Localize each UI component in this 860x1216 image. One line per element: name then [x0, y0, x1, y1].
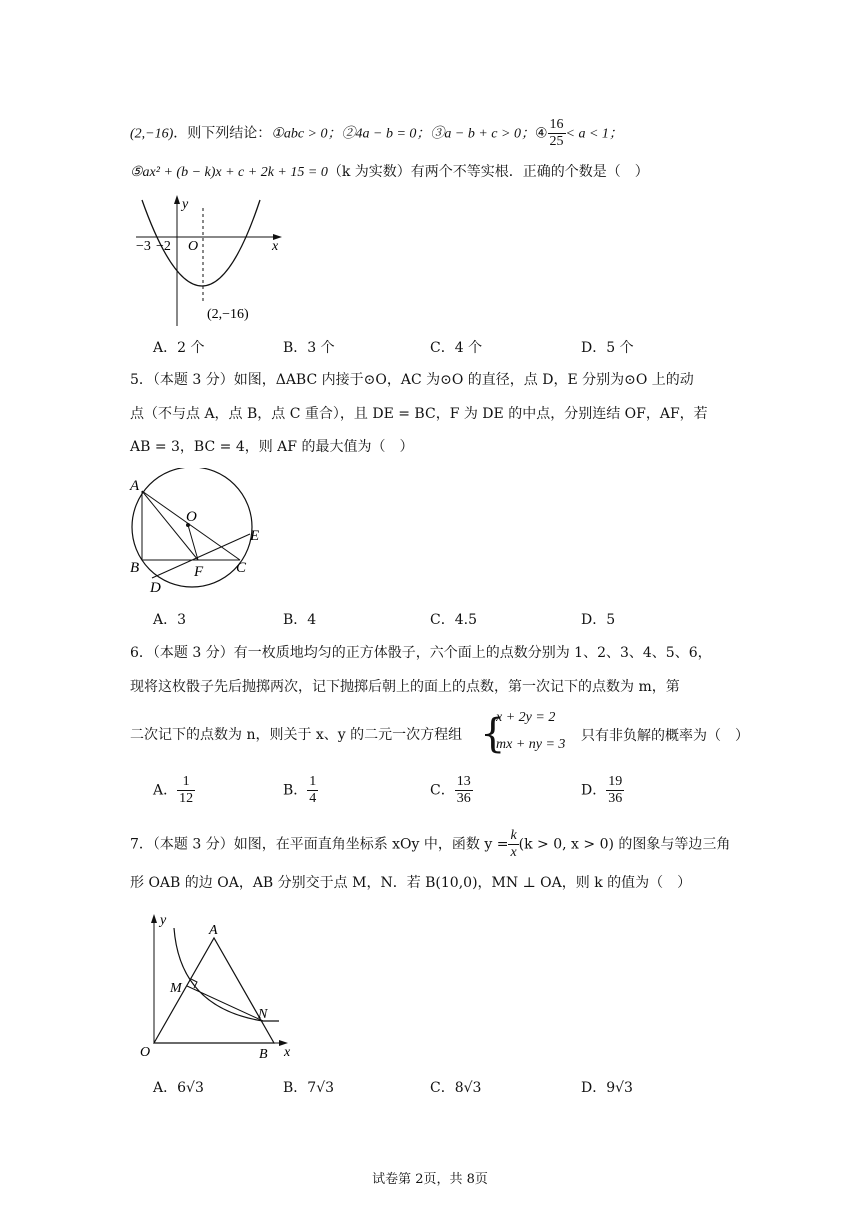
q6-option-b[interactable]: B． $\frac{1}{4}$ — [283, 774, 317, 806]
page-footer: 试卷第 2页，共 8页 — [372, 1172, 488, 1187]
tick-minus2: −2 — [156, 239, 171, 254]
point-n-label: N — [258, 1007, 268, 1022]
point-o-label: O — [186, 509, 197, 525]
vertex-label: (2,−16) — [207, 307, 249, 322]
q7-option-c[interactable]: C．8√3 — [430, 1080, 482, 1096]
q6-option-d[interactable]: D． $\frac{19}{36}$ — [581, 774, 623, 806]
tick-minus3: −3 — [136, 239, 151, 254]
q4-option-b[interactable]: B．3 个 — [283, 340, 335, 356]
q5-option-a[interactable]: A．3 — [153, 612, 187, 628]
point-a-label: A — [130, 478, 140, 494]
q4-equation: ⑤ax² + (b − k)x + c + 2k + 15 = 0 — [130, 165, 328, 180]
point-c-label: C — [236, 560, 247, 576]
q4-parabola-graph — [132, 190, 292, 330]
q7-option-d[interactable]: D．9√3 — [581, 1080, 633, 1096]
q6-system-eq1: x + 2y = 2 — [496, 710, 556, 725]
q6-system-brace: { — [480, 711, 506, 757]
q4-option-d[interactable]: D．5 个 — [581, 340, 634, 356]
q6-line2: 现将这枚骰子先后抛掷两次，记下抛掷后朝上的面上的点数，第一次记下的点数为 m，第 — [130, 679, 680, 695]
q4-fraction: $\frac{16}{25}$ — [549, 117, 564, 149]
point-b-label: B — [130, 560, 140, 576]
q6-option-c[interactable]: C． $\frac{13}{36}$ — [430, 774, 471, 806]
y-axis-label: y — [182, 197, 189, 212]
q4-line1: (2,−16)．则下列结论：①abc > 0；②4a − b = 0；③a − b + c > 0；④ $\frac{16}{25}$ < a < 1； — [130, 117, 623, 149]
q6-option-a[interactable]: A． $\frac{1}{12}$ — [153, 774, 194, 806]
q7-line2: 形 OAB 的边 OA，AB 分别交于点 M，N．若 B(10,0)，MN ⊥ OA，则 k 的值为（ ） — [130, 875, 692, 891]
q6-line3-tail: 只有非负解的概率为（ ） — [581, 728, 749, 744]
q5-line2: 点（不与点 A，点 B，点 C 重合），且 DE = BC，F 为 DE 的中点，分别连结 OF，AF，若 — [130, 406, 708, 422]
point-f-label: F — [194, 564, 204, 580]
q5-option-c[interactable]: C．4.5 — [430, 612, 477, 628]
q7-option-a[interactable]: A．6√3 — [153, 1080, 204, 1096]
q7-line1: 7．（本题 3 分）如图，在平面直角坐标系 xOy 中，函数 y = $\frac{k}{x}$ (k > 0, x > 0) 的图象与等边三角 — [130, 828, 731, 860]
point-a-label: A — [209, 923, 218, 938]
q7-option-b[interactable]: B．7√3 — [283, 1080, 335, 1096]
q4-option-a[interactable]: A．2 个 — [153, 340, 205, 356]
origin-label: O — [188, 239, 199, 254]
q6-line3: 二次记下的点数为 n，则关于 x、y 的二元一次方程组 — [130, 727, 463, 743]
origin-label: O — [140, 1045, 151, 1060]
point-b-label: B — [259, 1047, 268, 1062]
q5-line3: AB = 3，BC = 4，则 AF 的最大值为（ ） — [130, 439, 414, 455]
q4-option-c[interactable]: C．4 个 — [430, 340, 483, 356]
q5-circle-figure — [122, 468, 272, 598]
q5-line1: 5．（本题 3 分）如图，ΔABC 内接于⊙O，AC 为⊙O 的直径，点 D，E 分别为⊙O 上的动 — [130, 372, 694, 388]
x-axis-label: x — [284, 1045, 291, 1060]
x-axis-label: x — [272, 239, 279, 254]
point-d-label: D — [150, 580, 161, 596]
q4-line2: ⑤ax² + (b − k)x + c + 2k + 15 = 0（k 为实数）有两个不等实根．正确的个数是（ ） — [130, 164, 649, 180]
q4-vertex-point: (2,−16) — [130, 126, 174, 142]
q7-coordinate-figure — [132, 908, 302, 1063]
q6-system-eq2: mx + ny = 3 — [496, 737, 566, 752]
q5-option-b[interactable]: B．4 — [283, 612, 317, 628]
q7-fraction: $\frac{k}{x}$ — [510, 828, 517, 860]
q5-option-d[interactable]: D．5 — [581, 612, 616, 628]
q6-line1: 6．（本题 3 分）有一枚质地均匀的正方体骰子，六个面上的点数分别为 1、2、3、4、5、6， — [130, 645, 712, 661]
y-axis-label: y — [160, 913, 167, 928]
point-m-label: M — [170, 981, 182, 996]
point-e-label: E — [250, 528, 260, 544]
